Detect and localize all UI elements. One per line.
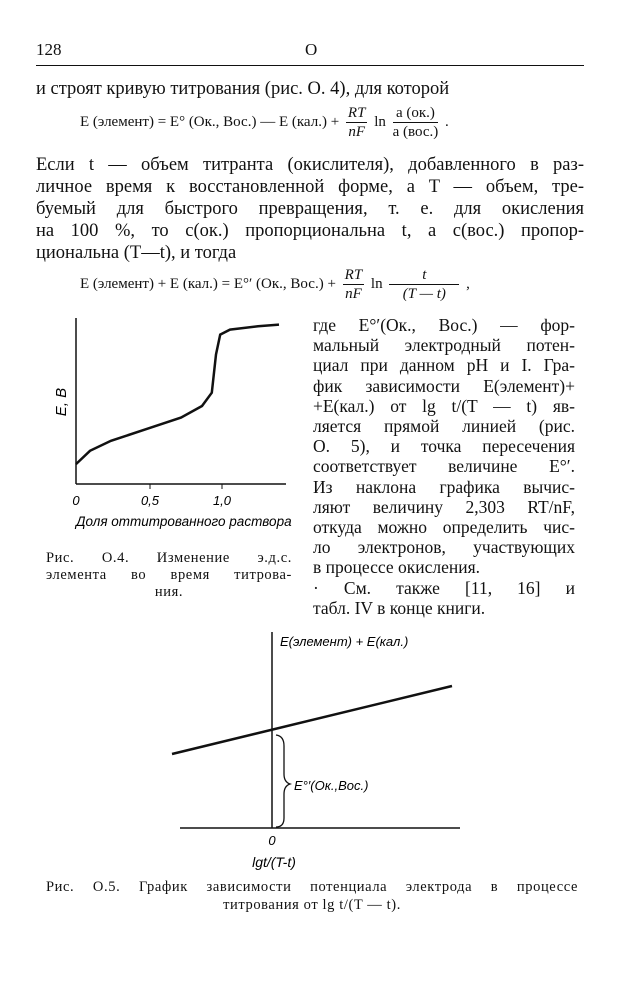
fig4-tick: 0,5 [140,493,160,508]
eq1-frac1-num: RT [347,105,366,121]
eq2-frac2-num: t [389,266,459,285]
para-line: Если t — объем титранта (окислителя), добавленного в раз- [36,155,584,175]
eq1-lhs: E (элемент) = E° (Ок., Вос.) — E (кал.) + [80,113,340,130]
fig5-caption-line: Рис. О.5. График зависимости потенциала электрода в процессе [46,879,578,895]
fig4-caption-line: Рис. О.4. Изменение э.д.с. [46,550,292,566]
right-col-line: циал при данном pH и I. Гра- [313,355,575,376]
right-col-line: · См. также [11, 16] и [313,577,575,598]
fig4-curve [76,325,279,465]
fig5-brace-label: E°′(Ок.,Вос.) [294,778,369,793]
para-line: циональна (T—t), и тогда [36,243,237,263]
fig4-tick: 1,0 [212,493,232,508]
eq1-frac2-num: a (ок.) [393,104,439,123]
fig5-brace [276,735,290,827]
eq2-frac1-den: nF [345,286,362,302]
para-line: буемый для быстрого превращения, т. е. для окисления [36,199,584,219]
eq2-frac2-den: (T — t) [402,286,446,302]
right-col-line: ляют величину 2,303 RT/nF, [313,496,575,517]
eq1-frac1-den: nF [348,124,366,140]
equation-1 [80,104,449,141]
header-rule [36,65,584,66]
text-line: и строят кривую титрования (рис. О. 4), для которой [36,79,450,99]
right-col-line: +E(кал.) от lg t/(T — t) яв- [313,395,575,416]
eq2-end: , [466,275,470,292]
fig4-caption-line: ния. [154,584,184,600]
page-number: 128 [36,40,62,59]
figure-o4 [36,312,296,534]
right-col-line: мальный электродный потен- [313,335,575,356]
right-col-line: табл. IV в конце книги. [313,597,486,618]
eq2-frac1-num: RT [344,267,363,283]
right-col-line: ляется прямой линией (рис. [313,416,575,436]
fig4-tick: 0 [72,493,80,508]
right-col-line: где E°′(Ок., Вос.) — фор- [313,315,575,335]
para-line: личное время к восстановленной форме, а T — объем, тре- [36,177,584,197]
fig5-caption-line: титрования от lg t/(T — t). [223,897,401,913]
eq2-lhs: E (элемент) + E (кал.) = E°′ (Ок., Вос.) + [80,275,336,292]
fig5-xlabel: lgt/(T-t) [252,854,296,870]
eq2-ln: ln [370,275,383,292]
eq1-ln: ln [374,113,386,130]
right-col-line: откуда можно определить чис- [313,517,575,537]
eq1-frac2-den: a (вос.) [392,124,439,140]
fig5-origin: 0 [268,833,276,848]
right-col-line: О. 5), и точка пересечения [313,436,575,457]
fig4-caption-line: элемента во время титрова- [46,567,292,583]
running-head: О [305,40,318,59]
fig5-line [172,686,452,754]
right-col-line: соответствует величине E°′. [313,456,575,477]
right-col-line: Из наклона графика вычис- [313,476,575,497]
equation-2 [80,266,470,303]
right-col-line: ло электронов, участвующих [313,537,575,558]
figure-o5 [150,628,470,873]
fig4-xlabel: Доля оттитрованного раствора [76,514,292,529]
right-col-line: в процессе окисления. [313,557,481,578]
fig4-ylabel: E, B [53,387,70,417]
fig5-ylabel: E(элемент) + E(кал.) [280,634,409,649]
para-line: на 100 %, то c(ок.) пропорциональна t, а c(вос.) пропор- [36,221,584,241]
right-col-line: фик зависимости E(элемент)+ [313,375,575,396]
eq1-end: . [445,113,449,130]
